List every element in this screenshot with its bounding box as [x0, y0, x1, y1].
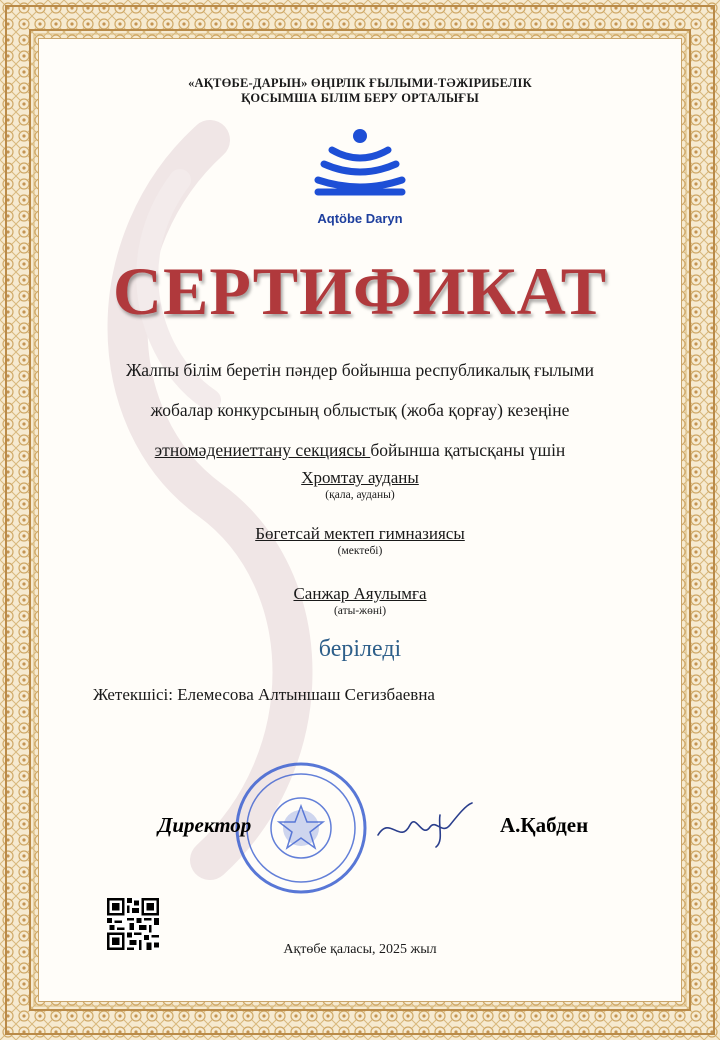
organization-line-1: «АҚТӨБЕ-ДАРЫН» ӨҢІРЛІК ҒЫЛЫМИ-ТӘЖІРИБЕЛІК — [188, 76, 532, 90]
certificate-description — [0, 350, 720, 470]
school-field — [0, 524, 720, 558]
official-stamp-icon — [233, 760, 369, 896]
description-line-3 — [0, 430, 720, 470]
director-label: Директор — [158, 813, 252, 837]
supervisor-line: Жетекшісі: Елемесова Алтыншаш Сегизбаевна — [93, 685, 435, 704]
recipient-field — [0, 584, 720, 618]
district-field — [0, 468, 720, 502]
district-value: Хромтау ауданы — [301, 468, 419, 487]
organization-line-2: ҚОСЫМША БІЛІМ БЕРУ ОРТАЛЫҒЫ — [241, 91, 479, 105]
section-name: этномәдениеттану секциясы — [154, 440, 371, 460]
recipient-caption: (аты-жөні) — [333, 605, 387, 617]
description-line-3-rest: бойынша қатысқаны үшін — [370, 440, 566, 460]
district-caption: (қала, ауданы) — [325, 489, 395, 501]
logo-text: Aqtöbe Daryn — [317, 211, 403, 226]
organization-name — [0, 76, 720, 106]
signature-icon — [370, 795, 480, 855]
issue-place-date: Ақтөбе қаласы, 2025 жыл — [283, 942, 437, 957]
school-value: Бөгетсай мектеп гимназиясы — [255, 524, 465, 543]
school-caption: (мектебі) — [337, 545, 383, 557]
description-line-2: жобалар конкурсының облыстық (жоба қорғау) кезеңіне — [150, 400, 570, 420]
description-line-1: Жалпы білім беретін пәндер бойынша республикалық ғылыми — [125, 360, 595, 380]
recipient-value: Санжар Аяулымға — [293, 584, 427, 603]
director-name: А.Қабден — [500, 813, 589, 837]
issued-text: беріледі — [318, 636, 402, 662]
aqtobe-daryn-logo — [310, 128, 410, 226]
certificate-title: СЕРТИФИКАТ — [112, 253, 608, 329]
logo-waves-icon — [310, 128, 410, 202]
